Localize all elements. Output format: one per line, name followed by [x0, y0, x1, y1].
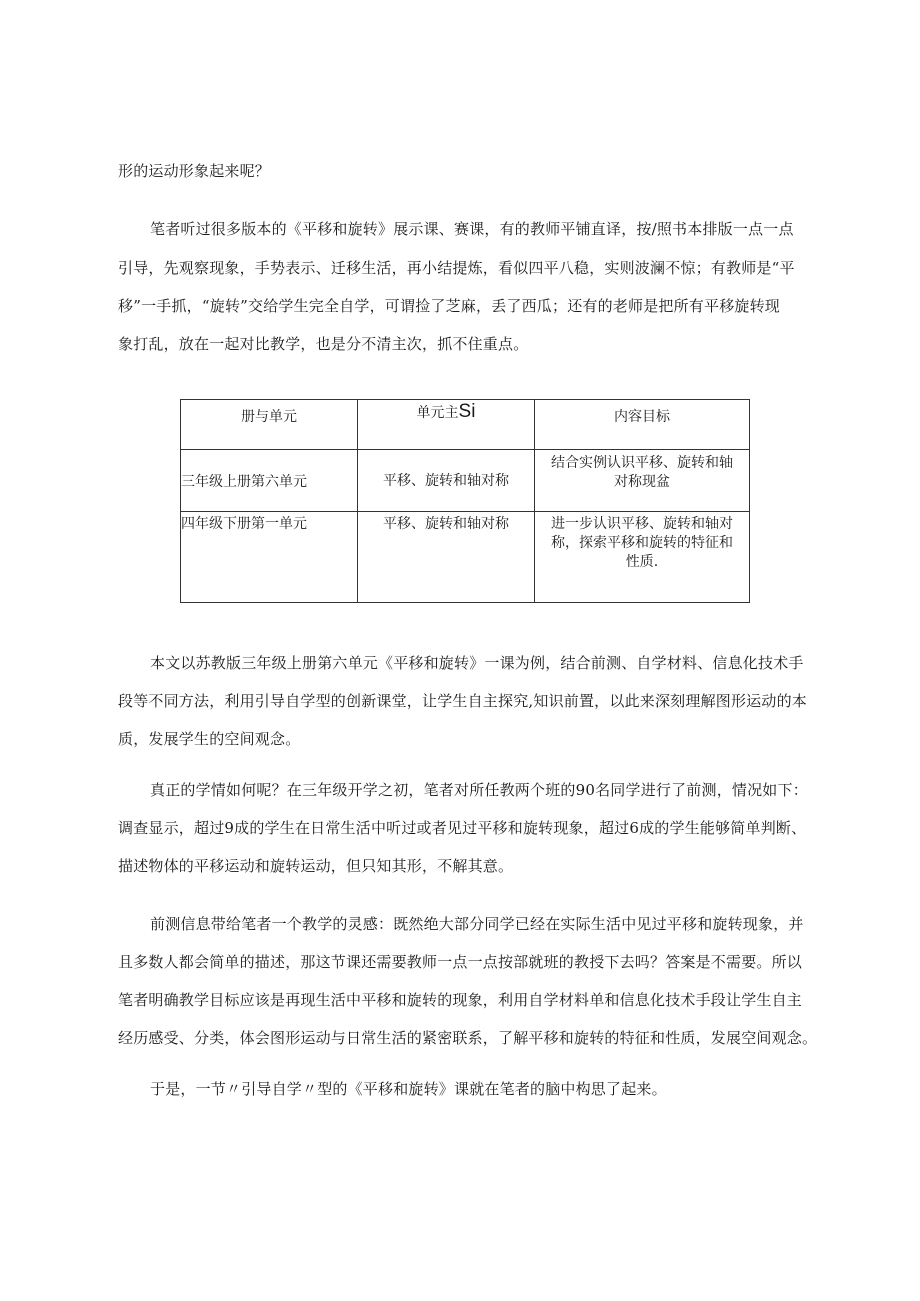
goal-line: 称，探索平移和旋转的特征和 — [551, 535, 733, 551]
paragraph-line: 经历感受、分类，体会图形运动与日常生活的紧密联系，了解平移和旋转的特征和性质，发展空间观念。 — [118, 1029, 818, 1047]
goal-line: 进一步认识平移、旋转和轴对 — [551, 516, 733, 532]
table-row — [181, 450, 750, 512]
paragraph-line: 笔者听过很多版本的《平移和旋转》展示课、赛课，有的教师平铺直译，按/照书本排版一点一点 — [150, 220, 794, 238]
paragraph-line: 调查显示，超过9成的学生在日常生活中听过或者见过平移和旋转现象，超过6成的学生能够简单判断、 — [118, 819, 807, 837]
paragraph-line: 质，发展学生的空间观念。 — [118, 730, 301, 748]
header-theme-suffix: Si — [458, 401, 476, 422]
paragraph-line: 于是，一节〃引导自学〃型的《平移和旋转》课就在笔者的脑中构思了起来。 — [150, 1080, 667, 1098]
cell-unit: 三年级上册第六单元 — [181, 450, 358, 512]
paragraph-line: 形的运动形象起来呢？ — [118, 162, 271, 180]
cell-goal — [535, 450, 750, 512]
header-theme-prefix: 单元主 — [416, 405, 459, 421]
header-cell-goal: 内容目标 — [535, 400, 750, 450]
paragraph-line: 且多数人都会简单的描述，那这节课还需要教师一点一点按部就班的教授下去吗？答案是不需要。所以 — [118, 953, 803, 971]
paragraph-line: 描述物体的平移运动和旋转运动，但只知其形，不解其意。 — [118, 857, 514, 875]
cell-theme: 平移、旋转和轴对称 — [358, 512, 535, 603]
goal-line: 结合实例认识平移、旋转和轴 — [551, 455, 733, 471]
paragraph-line: 移”一手抓，“旋转”交给学生完全自学，可谓捡了芝麻，丢了西瓜；还有的老师是把所有平移旋转现 — [118, 297, 781, 315]
cell-theme: 平移、旋转和轴对称 — [358, 450, 535, 512]
paragraph-line: 引导，先观察现象，手势表示、迁移生活，再小结提炼，看似四平八稳，实则波澜不惊；有教师是“平 — [118, 259, 795, 277]
paragraph-line: 真正的学情如何呢？在三年级开学之初，笔者对所任教两个班的90名同学进行了前测，情况如下： — [150, 781, 808, 799]
paragraph-line: 前测信息带给笔者一个教学的灵感：既然绝大部分同学已经在实际生活中见过平移和旋转现象，并 — [150, 915, 804, 933]
paragraph-line: 象打乱，放在一起对比教学，也是分不清主次，抓不住重点。 — [118, 335, 529, 353]
paragraph-line: 笔者明确教学目标应该是再现生活中平移和旋转的现象，利用自学材料单和信息化技术手段让学生自主 — [118, 991, 803, 1009]
table-row — [181, 512, 750, 603]
cell-goal — [535, 512, 750, 603]
paragraph-line: 本文以苏教版三年级上册第六单元《平移和旋转》一课为例，结合前测、自学材料、信息化技术手 — [150, 654, 804, 672]
table-header-row — [181, 400, 750, 450]
curriculum-table — [180, 399, 750, 603]
goal-line: 对称现盆 — [614, 474, 670, 490]
goal-line: 性质. — [625, 554, 659, 570]
cell-unit: 四年级下册第一单元 — [181, 512, 358, 603]
header-cell-theme — [358, 400, 535, 450]
header-cell-unit: 册与单元 — [181, 400, 358, 450]
paragraph-line: 段等不同方法，利用引导自学型的创新课堂，让学生自主探究,知识前置，以此来深刻理解图形运动的本 — [118, 692, 807, 710]
